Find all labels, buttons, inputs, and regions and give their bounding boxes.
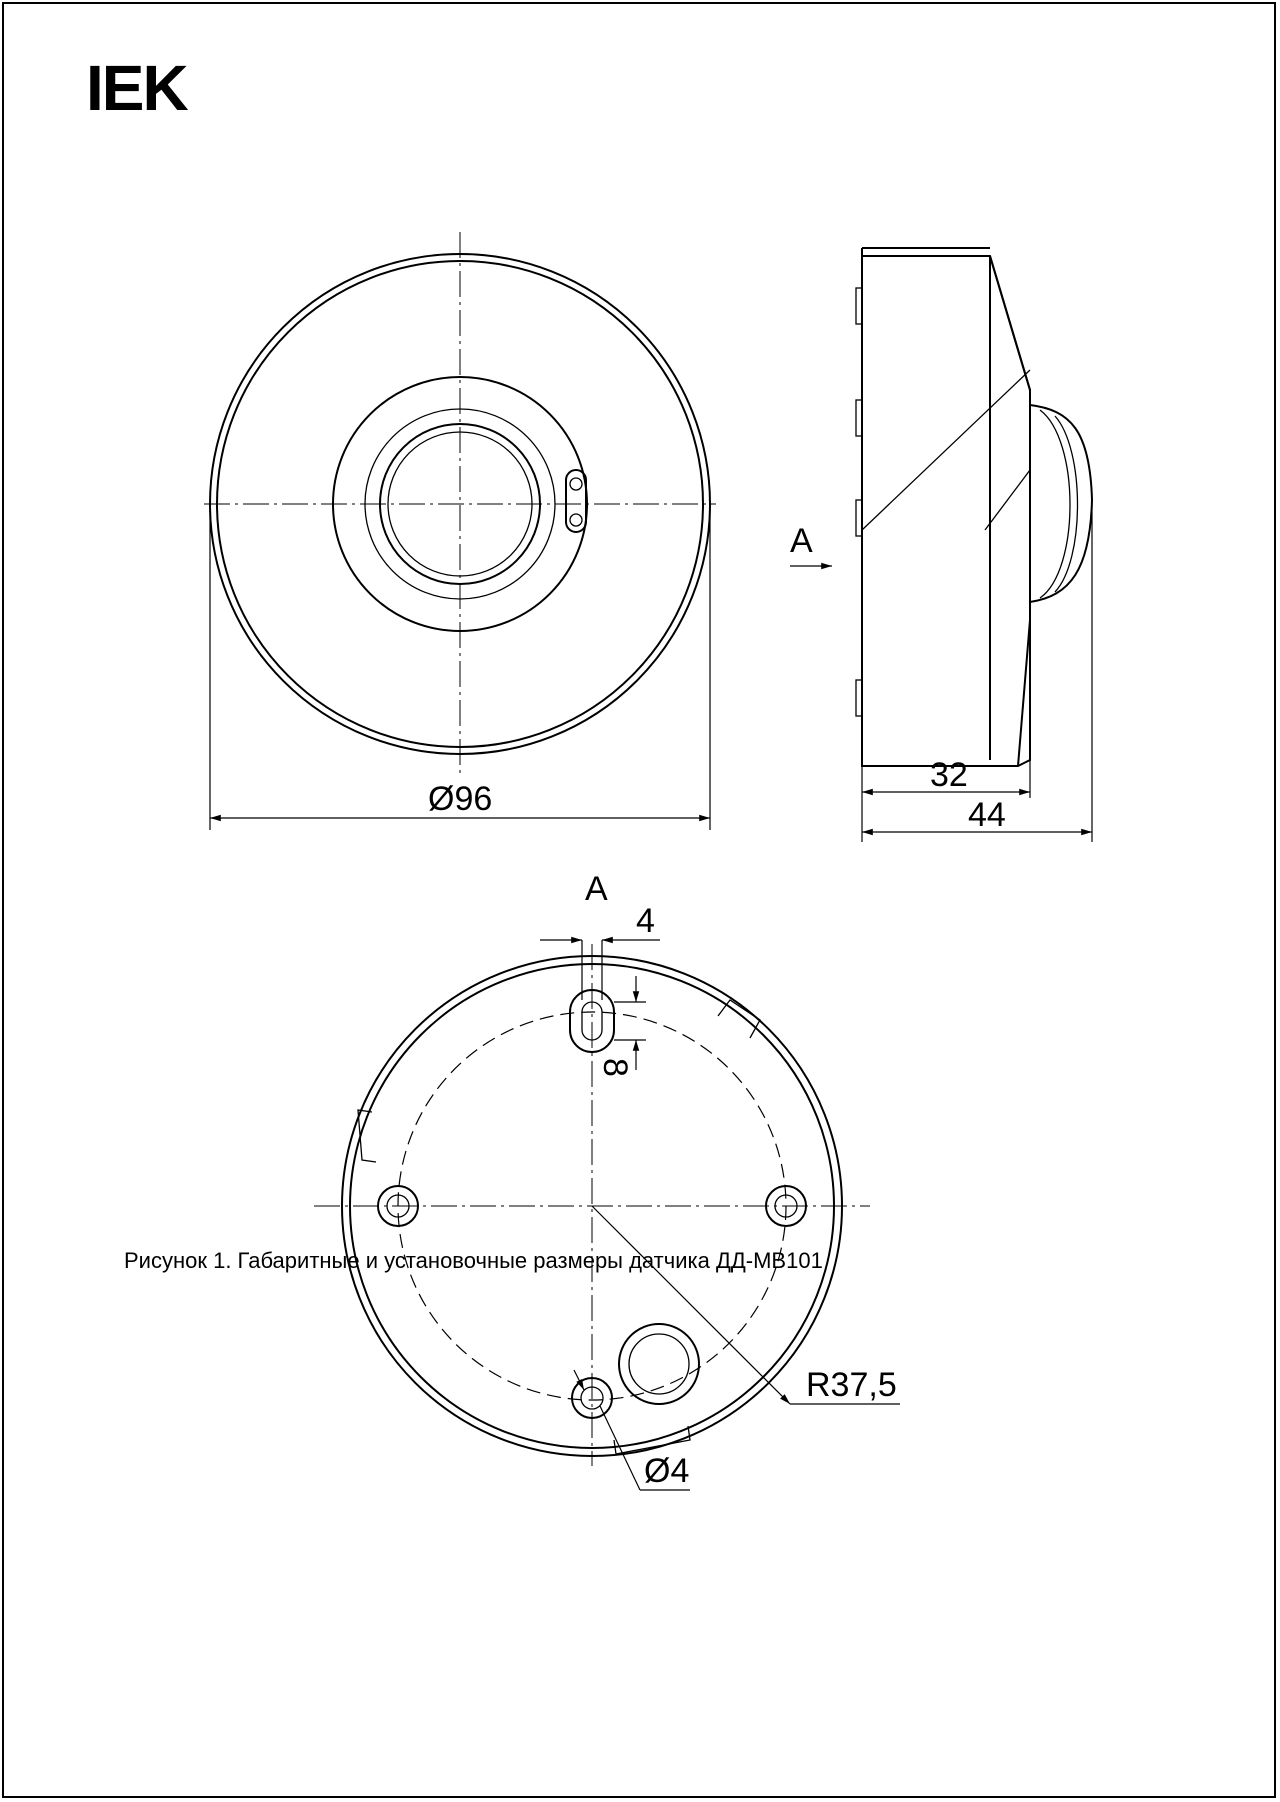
side-view-label: A bbox=[790, 522, 813, 560]
side-lens-inner-2 bbox=[1055, 416, 1078, 592]
side-slope-top bbox=[990, 256, 1030, 390]
side-lens-dome bbox=[1030, 405, 1092, 602]
base-view bbox=[314, 870, 900, 1490]
diameter-label: Ø96 bbox=[428, 780, 493, 818]
slot-length-label: 8 bbox=[596, 1058, 634, 1077]
top-adjuster-screw-1 bbox=[570, 478, 582, 490]
base-view-label: A bbox=[585, 870, 608, 908]
radius-leader bbox=[592, 1206, 790, 1404]
side-view bbox=[790, 248, 1092, 842]
side-diagonal bbox=[862, 370, 1030, 530]
radius-label: R37,5 bbox=[806, 1366, 897, 1404]
slot-width-label: 4 bbox=[636, 902, 655, 940]
side-lens-inner bbox=[1040, 410, 1070, 598]
iek-logo: IEK bbox=[86, 52, 187, 124]
side-diagonal-2 bbox=[985, 470, 1030, 530]
base-cable-entry-outer bbox=[619, 1324, 699, 1404]
side-dim-44: 44 bbox=[968, 796, 1006, 834]
base-clip-top-right bbox=[718, 1000, 760, 1038]
figure-caption: Рисунок 1. Габаритные и установочные размеры датчика ДД-МВ101 bbox=[124, 1248, 823, 1273]
side-dim-32: 32 bbox=[930, 756, 968, 794]
side-slope-bottom bbox=[1018, 620, 1030, 766]
hole-diameter-label: Ø4 bbox=[644, 1452, 690, 1490]
top-adjuster-knob bbox=[566, 470, 586, 532]
base-cable-entry-inner bbox=[629, 1334, 689, 1394]
top-view bbox=[204, 232, 716, 830]
side-body bbox=[862, 256, 1030, 766]
top-adjuster-screw-2 bbox=[570, 514, 582, 526]
